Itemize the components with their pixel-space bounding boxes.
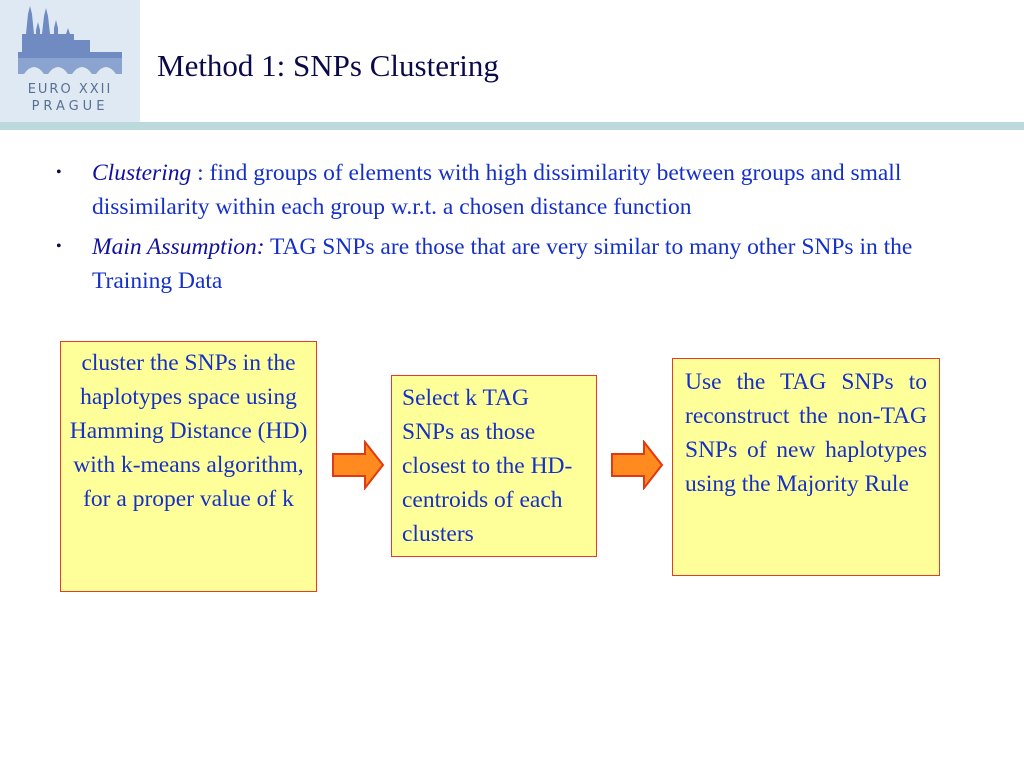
- bullet-item: [52, 230, 992, 298]
- step-box-cluster: cluster the SNPs in the haplotypes space using Hamming Distance (HD) with k-means algorithm, for a proper value of k: [60, 341, 317, 592]
- bullet-item: [52, 156, 992, 224]
- logo-text-city: PRAGUE: [31, 99, 109, 114]
- bullet-term: Clustering: [92, 160, 192, 186]
- arrow-right-icon: [610, 440, 666, 490]
- bullet-term: Main Assumption:: [92, 234, 265, 260]
- prague-skyline-icon: [14, 4, 126, 82]
- step-box-select: Select k TAG SNPs as those closest to the HD-centroids of each clusters: [391, 375, 597, 557]
- bullet-text: TAG SNPs are those that are very similar to many other SNPs in the Training Data: [92, 234, 913, 294]
- header-divider: [0, 122, 1024, 130]
- logo-text-event: EURO XXII: [27, 82, 113, 97]
- bullet-marker: •: [56, 238, 62, 255]
- logo: [0, 0, 140, 122]
- page-title: Method 1: SNPs Clustering: [157, 48, 499, 83]
- arrow-right-icon: [331, 440, 387, 490]
- step-box-reconstruct: Use the TAG SNPs to reconstruct the non-TAG SNPs of new haplotypes using the Majority Rule: [672, 358, 940, 576]
- bullet-list: [52, 156, 992, 304]
- bullet-marker: •: [56, 164, 62, 181]
- bullet-text: : find groups of elements with high dissimilarity between groups and small dissimilarity within each group w.r.t. a chosen distance function: [92, 160, 902, 220]
